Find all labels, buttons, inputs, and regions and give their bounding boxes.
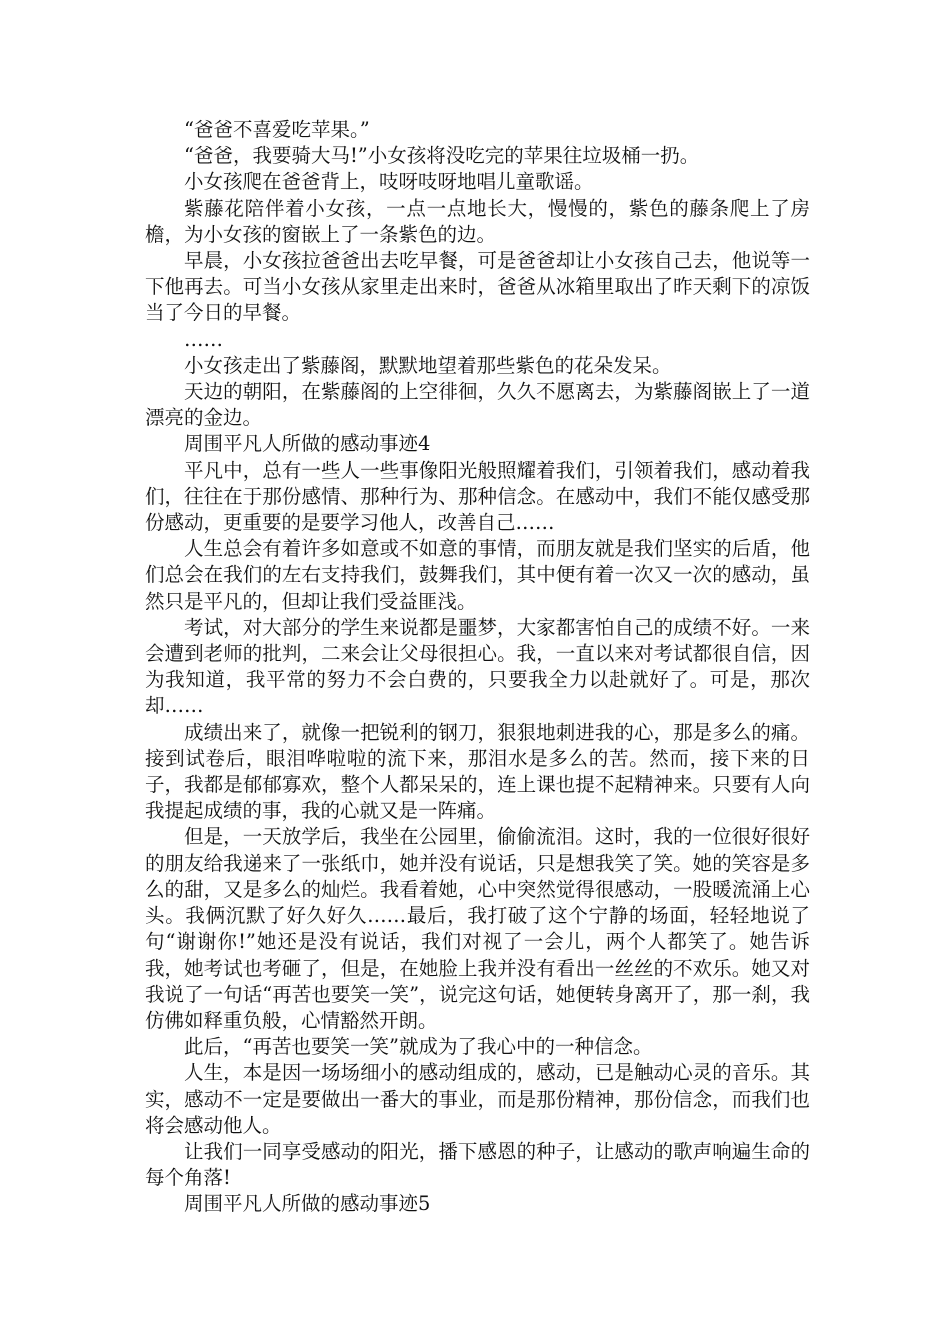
paragraph-ordinary: 平凡中，总有一些人一些事像阳光般照耀着我们，引领着我们，感动着我们，往往在于那份感情、那种行为、那种信念。在感动中，我们不能仅感受那份感动，更重要的是要学习他人，改善自己……	[145, 458, 810, 535]
paragraph-belief: 此后，“再苦也要笑一笑”就成为了我心中的一种信念。	[184, 1035, 653, 1059]
document-body	[145, 117, 810, 1218]
paragraph-park: 但是，一天放学后，我坐在公园里，偷偷流泪。这时，我的一位很好很好的朋友给我递来了一张纸巾，她并没有说话，只是想我笑了笑。她的笑容是多么的甜，又是多么的灿烂。我看着她，心中突然觉得很感动，一股暖流涌上心头。我俩沉默了好久好久……最后，我打破了这个宁静的场面，轻轻地说了句“谢谢你!”她还是没有说话，我们对视了一会儿，两个人都笑了。她告诉我，她考试也考砸了，但是，在她脸上我并没有看出一丝丝的不欢乐。她又对我说了一句话“再苦也要笑一笑”，说完这句话，她便转身离开了，那一刹，我仿佛如释重负般，心情豁然开朗。	[145, 825, 810, 1032]
section-heading-4: 周围平凡人所做的感动事迹4	[184, 432, 431, 456]
paragraph-ellipsis: ……	[184, 327, 223, 351]
paragraph-leaves-pavilion: 小女孩走出了紫藤阁，默默地望着那些紫色的花朵发呆。	[184, 353, 672, 377]
paragraph-exam: 考试，对大部分的学生来说都是噩梦，大家都害怕自己的成绩不好。一来会遭到老师的批判，二来会让父母很担心。我，一直以来对考试都很自信，因为我知道，我平常的努力不会白费的，只要我全力以赴就好了。可是，那次却……	[145, 615, 810, 718]
paragraph-breakfast: 早晨，小女孩拉爸爸出去吃早餐，可是爸爸却让小女孩自己去，他说等一下他再去。可当小女孩从家里走出来时，爸爸从冰箱里取出了昨天剩下的凉饭当了今日的早餐。	[145, 249, 810, 325]
paragraph-friends: 人生总会有着许多如意或不如意的事情，而朋友就是我们坚实的后盾，他们总会在我们的左右支持我们，鼓舞我们，其中便有着一次又一次的感动，虽然只是平凡的，但却让我们受益匪浅。	[145, 537, 810, 613]
paragraph-share: 让我们一同享受感动的阳光，播下感恩的种子，让感动的歌声响遍生命的每个角落!	[145, 1139, 810, 1190]
paragraph-sunrise: 天边的朝阳，在紫藤阁的上空徘徊，久久不愿离去，为紫藤阁嵌上了一道漂亮的金边。	[145, 380, 810, 430]
section-heading-5: 周围平凡人所做的感动事迹5	[184, 1192, 431, 1216]
paragraph-life: 人生，本是因一场场细小的感动组成的，感动，已是触动心灵的音乐。其实，感动不一定是要做出一番大的事业，而是那份精神，那份信念，而我们也将会感动他人。	[145, 1061, 810, 1137]
paragraph-wisteria-grows: 紫藤花陪伴着小女孩，一点一点地长大，慢慢的，紫色的藤条爬上了房檐，为小女孩的窗嵌上了一条紫色的边。	[145, 196, 810, 246]
paragraph-ride-horse: “爸爸，我要骑大马!”小女孩将没吃完的苹果往垃圾桶一扔。	[184, 144, 700, 168]
paragraph-song: 小女孩爬在爸爸背上，吱呀吱呀地唱儿童歌谣。	[184, 170, 594, 194]
paragraph-quote-no-apple: “爸爸不喜爱吃苹果。”	[184, 118, 370, 141]
paragraph-results: 成绩出来了，就像一把锐利的钢刀，狠狠地刺进我的心，那是多么的痛。接到试卷后，眼泪哗啦啦的流下来，那泪水是多么的苦。然而，接下来的日子，我都是郁郁寡欢，整个人都呆呆的，连上课也提不起精神来。只要有人向我提起成绩的事，我的心就又是一阵痛。	[145, 720, 810, 823]
